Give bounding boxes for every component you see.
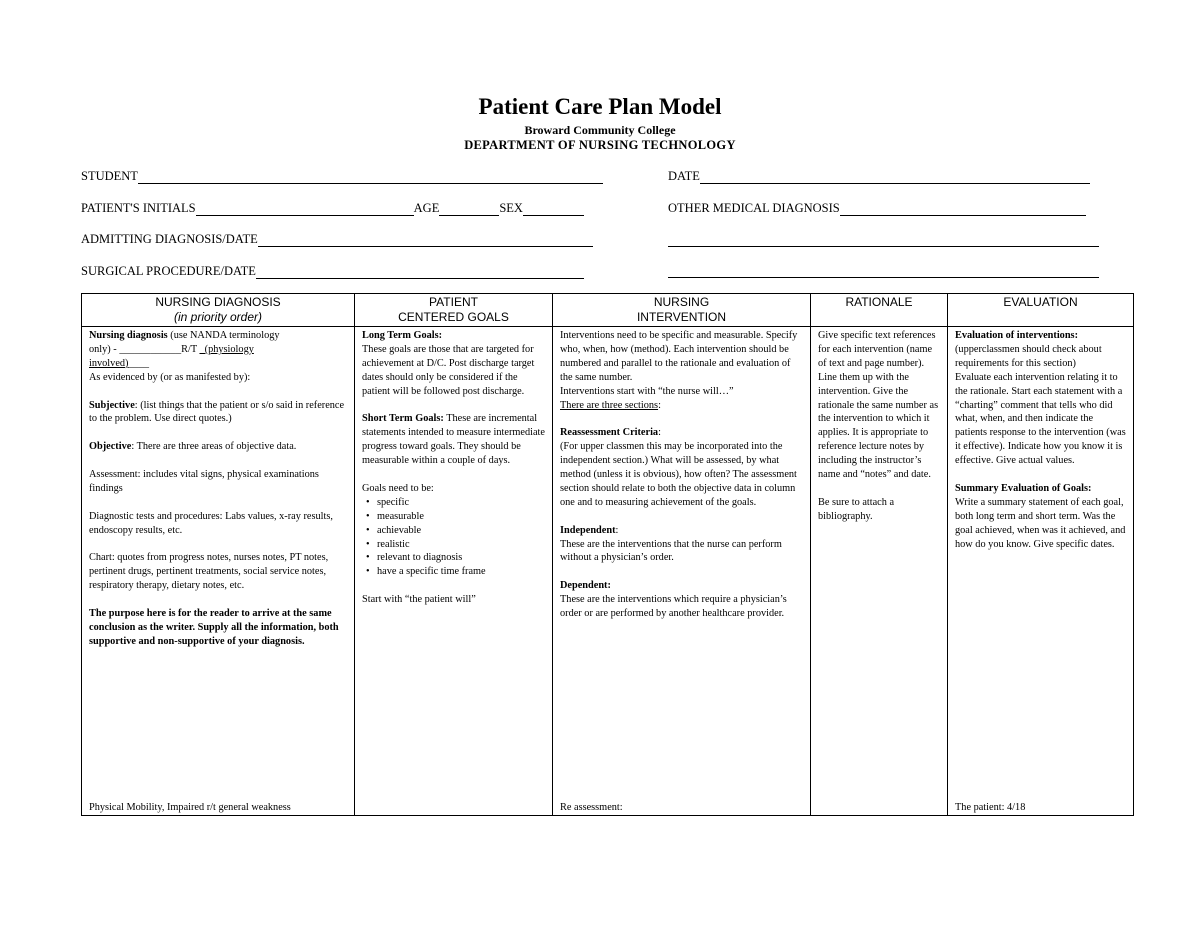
independent-tail: : [615,524,619,536]
short-term-label: Short Term Goals: [362,413,444,425]
three-sections [560,399,803,413]
initials-field [81,201,584,216]
surgical-field [81,264,584,279]
header-rationale-label: RATIONALE [845,295,913,309]
independent-label: Independent [560,524,616,536]
page-title: Patient Care Plan Model [478,94,722,119]
care-plan-table [81,293,1134,816]
reassessment-label: Reassessment Criteria [560,427,659,439]
admitting-blank[interactable] [258,235,593,247]
summary-evaluation-label: Summary Evaluation of Goals: [955,482,1092,494]
list-item: • relevant to diagnosis [362,551,545,565]
surgical-label: SURGICAL PROCEDURE/DATE [81,264,256,278]
diagnosis-entry: Physical Mobility, Impaired r/t general weakness [89,802,291,814]
list-item: • achievable [362,524,545,538]
header-goals-line1: PATIENT [429,295,478,309]
age-blank[interactable] [439,204,499,216]
intervention-cell[interactable] [553,327,811,816]
surgical-blank[interactable] [256,267,584,279]
nd-physiology: _(physiology [199,343,254,355]
three-sections-tail: : [658,399,661,411]
header-nursing-intervention [553,294,811,327]
intervention-intro: Interventions need to be specific and measurable. Specify who, when, how (method). Each intervention should be numbered and parallel to the rationale and evaluation of the same number. [560,330,798,383]
independent-text: These are the interventions that the nurse can perform without a physician’s order. [560,538,782,564]
nd-rt: R/T [181,343,200,355]
other-diagnosis-blank[interactable] [840,204,1086,216]
header-evaluation [948,294,1134,327]
short-term-body: These are incremental statements intended to measure intermediate progress toward goals. They should be measurable within a couple of days. [362,413,545,467]
rationale-attach: Be sure to attach a bibliography. [818,496,895,522]
sex-label: SEX [499,201,523,215]
rationale-text: Give specific text references for each intervention (name of text and page number). Line them up with the intervention. Give the rationale the same number as the intervention to which it applies. It is appropriate to reference lecture notes by including the instructor’s name and “notes” and date. [818,330,939,481]
objective-body: : There are three areas of objective data. [131,441,297,453]
department-name: DEPARTMENT OF NURSING TECHNOLOGY [464,138,736,152]
age-label: AGE [413,201,440,215]
header-nursing-diagnosis [82,294,355,327]
dependent-text: These are the interventions which require a physician’s order or are performed by another healthcare provider. [560,594,787,620]
reassessment-tail: : [658,427,661,439]
short-term-text [362,412,545,468]
diagnosis-cell[interactable] [82,327,355,816]
goals-need-label: Goals need to be: [362,482,434,494]
evaluation-cell[interactable] [948,327,1134,816]
initials-blank[interactable] [196,204,414,216]
date-label: DATE [668,169,700,183]
nd-bold: Nursing diagnosis [89,330,168,341]
header-intervention-line2: INTERVENTION [636,310,727,324]
reassessment-heading [560,426,803,440]
student-blank[interactable] [138,172,603,184]
other-diagnosis-field [668,201,1086,216]
goals-start-with: Start with “the patient will” [362,594,476,606]
list-item: • have a specific time frame [362,565,545,579]
admitting-field [81,232,593,247]
nd-involved: involved) [89,357,129,369]
header-patient-goals [355,294,553,327]
evidenced-by: As evidenced by (or as manifested by): [89,371,251,383]
table-body-row [82,327,1134,816]
rationale-cell[interactable] [811,327,948,816]
college-name: Broward Community College [524,123,676,137]
header-diagnosis-line2: (in priority order) [173,310,263,324]
three-sections-label: There are three sections [560,399,659,411]
nd-blank: ____________ [119,343,182,355]
evaluation-label: Evaluation of interventions: [955,330,1078,341]
reassessment-entry: Re assessment: [560,802,623,814]
admitting-label: ADMITTING DIAGNOSIS/DATE [81,232,258,246]
nd-involved-tail: ____ [128,357,150,369]
long-term-text: These goals are those that are targeted for achievement at D/C. Post discharge target dates should only be considered if the patient will be followed post discharge. [362,343,535,397]
subjective-label: Subjective [89,399,135,411]
chart-text: Chart: quotes from progress notes, nurses notes, PT notes, pertinent drugs, pertinent treatments, social service notes, respiratory therapy, dietary notes, etc. [89,552,329,592]
nursing-diagnosis-instruction [89,329,347,371]
diagnostic-text: Diagnostic tests and procedures: Labs values, x-ray results, endoscopy results, etc. [89,510,333,536]
nd-only: only) - [89,343,120,355]
evaluation-text-1: (upperclassmen should check about requirements for this section) [955,343,1102,369]
sex-blank[interactable] [523,204,584,216]
other-diagnosis-line-2[interactable] [668,246,1099,247]
list-item: • realistic [362,538,545,552]
intervention-start-with: Interventions start with “the nurse will…” [560,385,734,397]
header-rationale [811,294,948,327]
evaluation-text-2: Evaluate each intervention relating it to the rationale. Start each statement with a “charting” comment that tells who did what, when, and then indicate the patients response to the intervention (was it effective). Indicate how you know it is effective. Give actual values. [955,371,1126,467]
header-goals-line2: CENTERED GOALS [398,310,509,324]
purpose-text: The purpose here is for the reader to arrive at the same conclusion as the writer. Supply all the information, both supportive and non-supportive of your diagnosis. [89,608,339,647]
long-term-label: Long Term Goals: [362,330,443,341]
subjective-text [89,399,347,427]
header-diagnosis-line1: NURSING DIAGNOSIS [155,295,281,309]
summary-evaluation-text: Write a summary statement of each goal, both long term and short term. Was the goal achieved, when was it achieved, and how do you know. Give specific dates. [955,496,1126,550]
other-diagnosis-label: OTHER MEDICAL DIAGNOSIS [668,201,840,215]
objective-label: Objective [89,441,132,453]
header-intervention-line1: NURSING [653,295,710,309]
initials-label: PATIENT'S INITIALS [81,201,196,215]
independent-heading [560,524,803,538]
list-item: • specific [362,496,545,510]
other-diagnosis-line-3[interactable] [668,277,1099,278]
reassessment-text: (For upper classmen this may be incorporated into the independent section.) What will be assessed, by what method (unless it is obvious), how often? The assessment section should relate to both the objective data in column one and to measuring achievement of the goals. [560,441,797,508]
table-header-row [82,294,1134,327]
date-blank[interactable] [700,172,1090,184]
assessment-text: Assessment: includes vital signs, physical examinations findings [89,469,319,494]
dependent-label: Dependent: [560,580,611,592]
goals-cell[interactable] [355,327,553,816]
evaluation-entry: The patient: 4/18 [955,802,1026,814]
objective-text [89,440,347,454]
date-field [668,169,1090,184]
student-label: STUDENT [81,169,138,183]
student-field [81,169,603,184]
list-item: • measurable [362,510,545,524]
header-evaluation-label: EVALUATION [1003,295,1078,309]
nd-rest: (use NANDA terminology [167,330,280,341]
subjective-body: : (list things that the patient or s/o said in reference to the problem. Use direct quotes.) [89,399,345,425]
